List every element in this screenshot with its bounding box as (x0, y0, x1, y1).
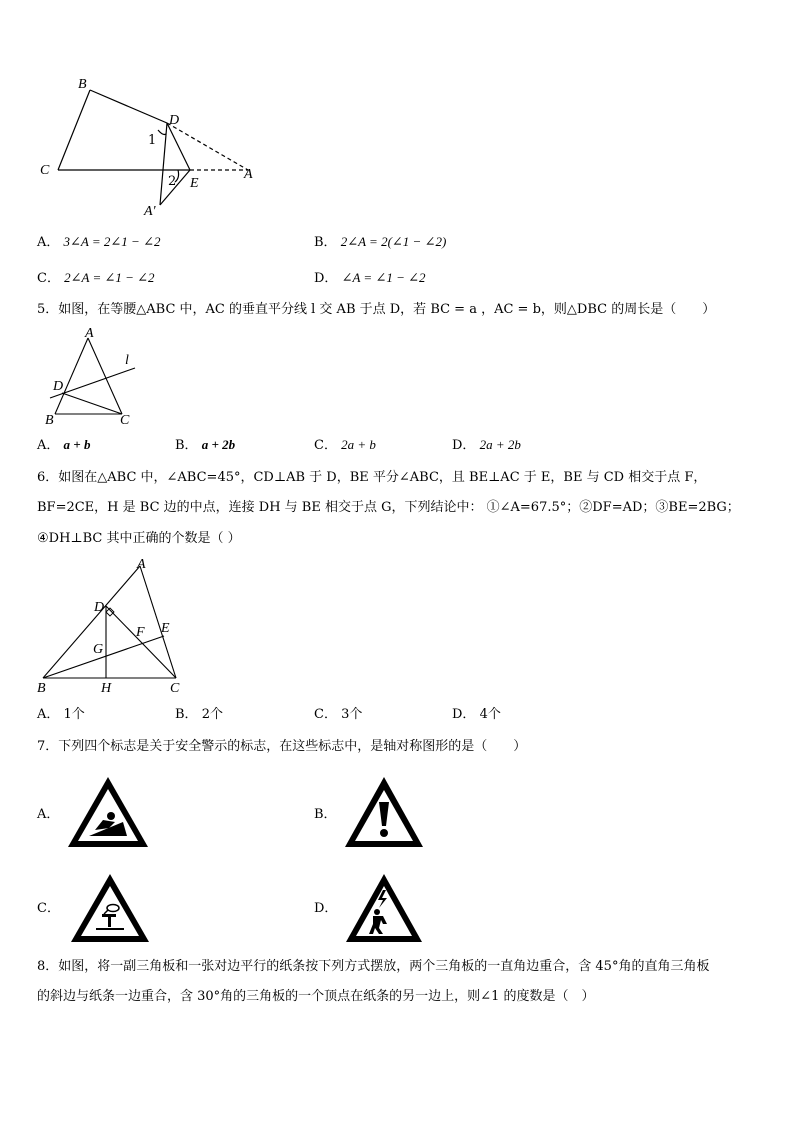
fig5-label-A: A (85, 326, 94, 341)
fig6-label-D: D (94, 600, 105, 615)
q4-option-a[interactable]: A． 3∠A = 2∠1 − ∠2 (37, 234, 161, 250)
q5-option-c[interactable]: C． 2a + b (314, 437, 376, 453)
fig4-label-C: C (40, 163, 50, 178)
fig5-label-l: l (125, 353, 129, 368)
q4-option-c[interactable]: C． 2∠A = ∠1 − ∠2 (37, 270, 155, 286)
question-5-figure (40, 326, 150, 426)
fig4-label-D: D (169, 113, 180, 128)
q6-text-line1: 6．如图在△ABC 中，∠ABC=45°，CD⊥AB 于 D，BE 平分∠ABC，且 BE⊥AC 于 E，BE 与 CD 相交于点 F， (37, 470, 707, 485)
fig4-label-A: A (244, 167, 253, 182)
electric-shock-icon[interactable] (343, 872, 425, 944)
fig6-label-B: B (37, 681, 46, 696)
q7-option-a-letter[interactable]: A． (37, 807, 60, 822)
q5-option-d[interactable]: D． 2a + 2b (452, 437, 521, 453)
hot-surface-icon[interactable] (68, 872, 152, 944)
q6-text-line2: BF=2CE，H 是 BC 边的中点，连接 DH 与 BE 相交于点 G，下列结论中： ①∠A=67.5°；②DF=AD；③BE=2BG； (37, 500, 740, 515)
q7-option-c-letter[interactable]: C． (37, 901, 60, 916)
q7-text: 7．下列四个标志是关于安全警示的标志，在这些标志中，是轴对称图形的是（ ） (37, 739, 527, 754)
q7-option-d-letter[interactable]: D． (314, 901, 338, 916)
q6-option-c[interactable]: C． 3个 (314, 707, 363, 722)
fig6-label-H: H (101, 681, 112, 696)
fig4-label-angle2: 2 (168, 174, 177, 189)
q7-option-b-letter[interactable]: B． (314, 807, 337, 822)
q5-text: 5．如图，在等腰△ABC 中，AC 的垂直平分线 l 交 AB 于点 D，若 BC = a ，AC = b，则△DBC 的周长是（ ） (37, 302, 716, 317)
fig4-label-angle1: 1 (148, 133, 157, 148)
fig4-label-E: E (190, 176, 199, 191)
q5-option-b[interactable]: B． a + 2b (175, 437, 236, 453)
fig6-label-E: E (161, 621, 170, 636)
fig5-label-C: C (120, 413, 130, 428)
q4-option-d[interactable]: D． ∠A = ∠1 − ∠2 (314, 270, 426, 286)
fig6-label-G: G (93, 642, 104, 657)
q5-option-a[interactable]: A． a + b (37, 437, 91, 453)
fig6-label-C: C (170, 681, 180, 696)
fig4-label-B: B (78, 77, 87, 92)
q6-option-d[interactable]: D． 4个 (452, 707, 501, 722)
fig5-label-B: B (45, 413, 54, 428)
fig5-label-D: D (53, 379, 64, 394)
q4-option-b[interactable]: B． 2∠A = 2(∠1 − ∠2) (314, 234, 447, 250)
slip-hazard-icon[interactable] (65, 774, 151, 850)
question-6-figure (30, 556, 200, 698)
fig6-label-F: F (136, 625, 145, 640)
fig4-label-A-prime: A' (144, 204, 156, 219)
q8-text-line2: 的斜边与纸条一边重合，含 30°角的三角板的一个顶点在纸条的另一边上，则∠1 的度数是（ ） (37, 989, 595, 1004)
q6-option-b[interactable]: B． 2个 (175, 707, 223, 722)
q8-text-line1: 8．如图，将一副三角板和一张对边平行的纸条按下列方式摆放，两个三角板的一直角边重合，含 45°角的直角三角板 (37, 959, 710, 974)
exclamation-warning-icon[interactable] (342, 774, 426, 850)
question-4-figure (30, 70, 270, 220)
fig6-label-A: A (137, 557, 146, 572)
q6-option-a[interactable]: A． 1个 (37, 707, 85, 722)
q6-text-line3: ④DH⊥BC 其中正确的个数是（ ） (37, 531, 241, 546)
